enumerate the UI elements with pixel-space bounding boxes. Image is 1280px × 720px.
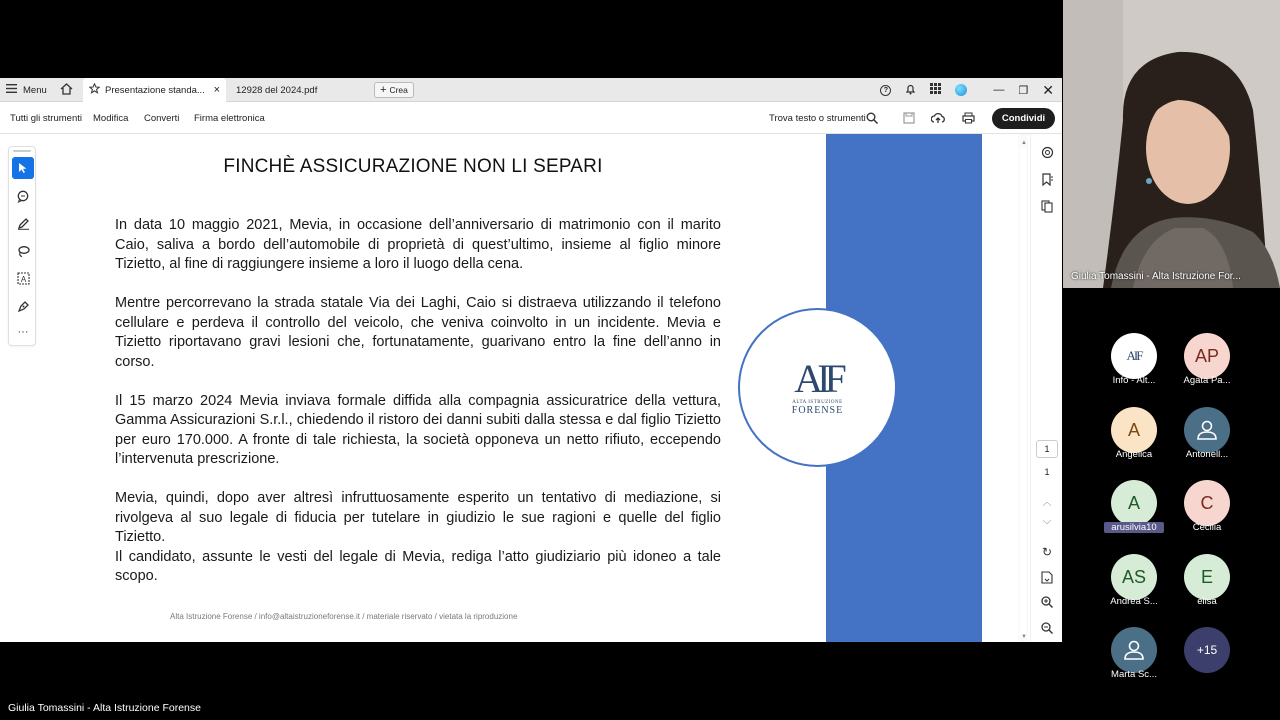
cloud-upload-icon[interactable] — [930, 110, 946, 126]
slide-paragraph: Mentre percorrevano la strada statale Via dei Laghi, Caio si distraeva utilizzando il telefono cellulare e perdeva il controllo del veicolo, che veniva coinvolto in un incidente. Mevia e Tizietto riportavano gravi lesioni che, fortunatamente, guarivano entro la fine dell’anno in corso. — [115, 295, 721, 370]
help-icon[interactable]: ? — [880, 85, 891, 96]
ai-assistant-icon[interactable] — [955, 84, 967, 96]
slide-body — [115, 216, 721, 587]
avatar-logo: AIF — [1126, 348, 1142, 363]
participant-tile[interactable] — [1099, 333, 1169, 393]
slide-paragraph: Il candidato, assunte le vesti del legale di Mevia, rediga l’atto giudiziario più idoneo a tale scopo. — [115, 548, 721, 584]
person-icon — [1123, 640, 1145, 660]
menu-label: Menu — [23, 84, 47, 96]
avatar: E — [1184, 554, 1230, 600]
apps-grid-icon[interactable] — [930, 83, 941, 97]
speaker-name-label: Giulia Tomassini - Alta Istruzione For... — [1071, 271, 1241, 282]
save-icon[interactable] — [901, 110, 917, 126]
avatar — [1111, 627, 1157, 673]
participant-name: arusilvia10 — [1104, 522, 1164, 533]
tab-12928[interactable] — [236, 78, 317, 102]
participant-name: Angelica — [1115, 449, 1153, 460]
participant-name: Antonell... — [1185, 449, 1229, 460]
restore-icon[interactable]: ❐ — [1018, 84, 1029, 97]
acrobat-window — [0, 78, 1062, 642]
close-tab-icon[interactable]: × — [213, 84, 220, 96]
document-page — [80, 134, 982, 642]
participant-name: elisa — [1197, 596, 1217, 607]
toolbar — [0, 102, 1062, 134]
e-sign-link[interactable]: Firma elettronica — [194, 112, 265, 124]
participant-tile[interactable] — [1099, 480, 1169, 540]
page-number-input[interactable]: 1 — [1036, 440, 1058, 458]
ai-chat-icon[interactable] — [1037, 142, 1057, 162]
home-icon — [60, 83, 73, 98]
text-box-icon[interactable] — [12, 267, 34, 289]
more-participants-button[interactable] — [1172, 627, 1242, 687]
scroll-up-arrow-icon[interactable]: ▲ — [1021, 140, 1027, 146]
draw-lasso-icon[interactable] — [12, 240, 34, 262]
participant-tile[interactable] — [1172, 480, 1242, 540]
sign-pen-icon[interactable] — [12, 295, 34, 317]
participant-name: Marta Sc... — [1111, 669, 1157, 680]
rotate-icon[interactable]: ↻ — [1041, 545, 1053, 559]
search-icon[interactable] — [864, 110, 880, 126]
avatar — [1184, 407, 1230, 453]
slide-paragraph: Mevia, quindi, dopo aver altresì infruttuosamente esperito un tentativo di mediazione, si rivolgeva al suo legale di fiducia per tutelare in giudizio le sue ragioni e quelle del figlio Tizietto. — [115, 490, 721, 545]
speaker-video-tile[interactable] — [1063, 0, 1280, 288]
bell-icon[interactable] — [905, 83, 916, 98]
avatar: A — [1111, 407, 1157, 453]
minimize-icon[interactable]: — — [993, 84, 1005, 96]
window-controls — [880, 78, 1054, 102]
participant-name: Cecilia — [1192, 522, 1222, 533]
avatar: AS — [1111, 554, 1157, 600]
more-participants-count: +15 — [1184, 627, 1230, 673]
star-icon[interactable] — [89, 83, 100, 97]
participant-tile[interactable] — [1099, 554, 1169, 614]
person-icon — [1196, 420, 1218, 440]
participant-name: Agata Pa... — [1183, 375, 1231, 386]
hamburger-icon — [6, 84, 17, 96]
tab-bar — [0, 78, 1062, 102]
participant-tile[interactable] — [1172, 554, 1242, 614]
zoom-out-icon[interactable] — [1037, 618, 1057, 638]
home-button[interactable] — [60, 78, 73, 102]
vertical-scrollbar[interactable] — [1018, 134, 1028, 642]
menu-button[interactable] — [6, 78, 47, 102]
bookmark-icon[interactable] — [1037, 169, 1057, 189]
page-total: 1 — [1044, 467, 1050, 477]
participant-tile[interactable] — [1099, 407, 1169, 467]
edit-link[interactable]: Modifica — [93, 112, 129, 124]
slide-footer: Alta Istruzione Forense / info@altaistruzioneforense.it / materiale riservato / vietata la riproduzione — [170, 612, 518, 621]
zoom-in-icon[interactable] — [1037, 592, 1057, 612]
participant-tile[interactable] — [1099, 627, 1169, 687]
scroll-down-arrow-icon[interactable]: ▼ — [1021, 634, 1027, 640]
previous-page-icon[interactable]: ︿ — [1042, 496, 1052, 507]
convert-link[interactable]: Converti — [144, 112, 180, 124]
all-tools-link[interactable]: Tutti gli strumenti — [10, 112, 82, 124]
highlight-pen-icon[interactable] — [12, 212, 34, 234]
search-tools-link[interactable]: Trova testo o strumenti — [769, 112, 866, 124]
tab-title: 12928 del 2024.pdf — [236, 84, 318, 96]
speaker-video-image — [1063, 0, 1280, 288]
scroll-thumb[interactable] — [1020, 148, 1026, 636]
close-window-icon[interactable]: ✕ — [1042, 81, 1054, 98]
quick-tools-panel — [8, 146, 36, 346]
slide-paragraph: In data 10 maggio 2021, Mevia, in occasione dell’anniversario di matrimonio con il marito Caio, saliva a bordo dell’automobile di proprietà di quest’ultimo, insieme al figlio minore Tizietto, al fine di raggiungere insieme a loro il luogo della cena. — [115, 217, 721, 272]
participant-tile[interactable] — [1172, 407, 1242, 467]
pages-icon[interactable] — [1037, 196, 1057, 216]
tab-presentazione[interactable] — [83, 78, 226, 102]
select-tool-icon[interactable] — [12, 157, 34, 179]
more-tools-icon[interactable]: ··· — [17, 326, 29, 338]
aif-logo — [738, 308, 897, 467]
participant-name: Andrea S... — [1110, 596, 1158, 607]
drag-handle[interactable] — [13, 150, 31, 152]
avatar: A — [1111, 480, 1157, 526]
next-page-icon[interactable]: ﹀ — [1042, 519, 1052, 530]
share-button[interactable]: Condividi — [992, 108, 1055, 129]
comment-icon[interactable] — [12, 185, 34, 207]
slide-paragraph: Il 15 marzo 2024 Mevia inviava formale diffida alla compagnia assicuratrice della vettura, Gamma Assicurazioni S.r.l., chiedendo il ristoro dei danni subiti dalla stessa e dal figlio Tizietto per euro 170.000. A fronte di tale richiesta, la società opponeva un netto rifiuto, eccependo l’intervenuta prescrizione. — [115, 392, 721, 467]
tab-title: Presentazione standa... — [105, 84, 205, 96]
plus-icon: + — [380, 84, 387, 96]
logo-line-1: ALTA ISTRUZIONE — [792, 400, 843, 405]
create-button[interactable] — [374, 82, 414, 98]
participant-tile[interactable] — [1172, 333, 1242, 393]
logo-mark: AIF — [794, 356, 841, 401]
svg-text:A: A — [20, 274, 26, 284]
avatar: AP — [1184, 333, 1230, 379]
slide-title: FINCHÈ ASSICURAZIONE NON LI SEPARI — [223, 156, 603, 177]
avatar — [1111, 333, 1157, 379]
logo-line-2: FORENSE — [791, 405, 844, 416]
print-icon[interactable] — [960, 110, 976, 126]
create-label: Crea — [389, 85, 408, 95]
presenter-caption: Giulia Tomassini - Alta Istruzione Forense — [8, 702, 201, 714]
right-rail — [1030, 134, 1062, 642]
page-fit-icon[interactable] — [1037, 567, 1057, 587]
avatar: C — [1184, 480, 1230, 526]
participant-name: Info - Alt... — [1112, 375, 1156, 386]
